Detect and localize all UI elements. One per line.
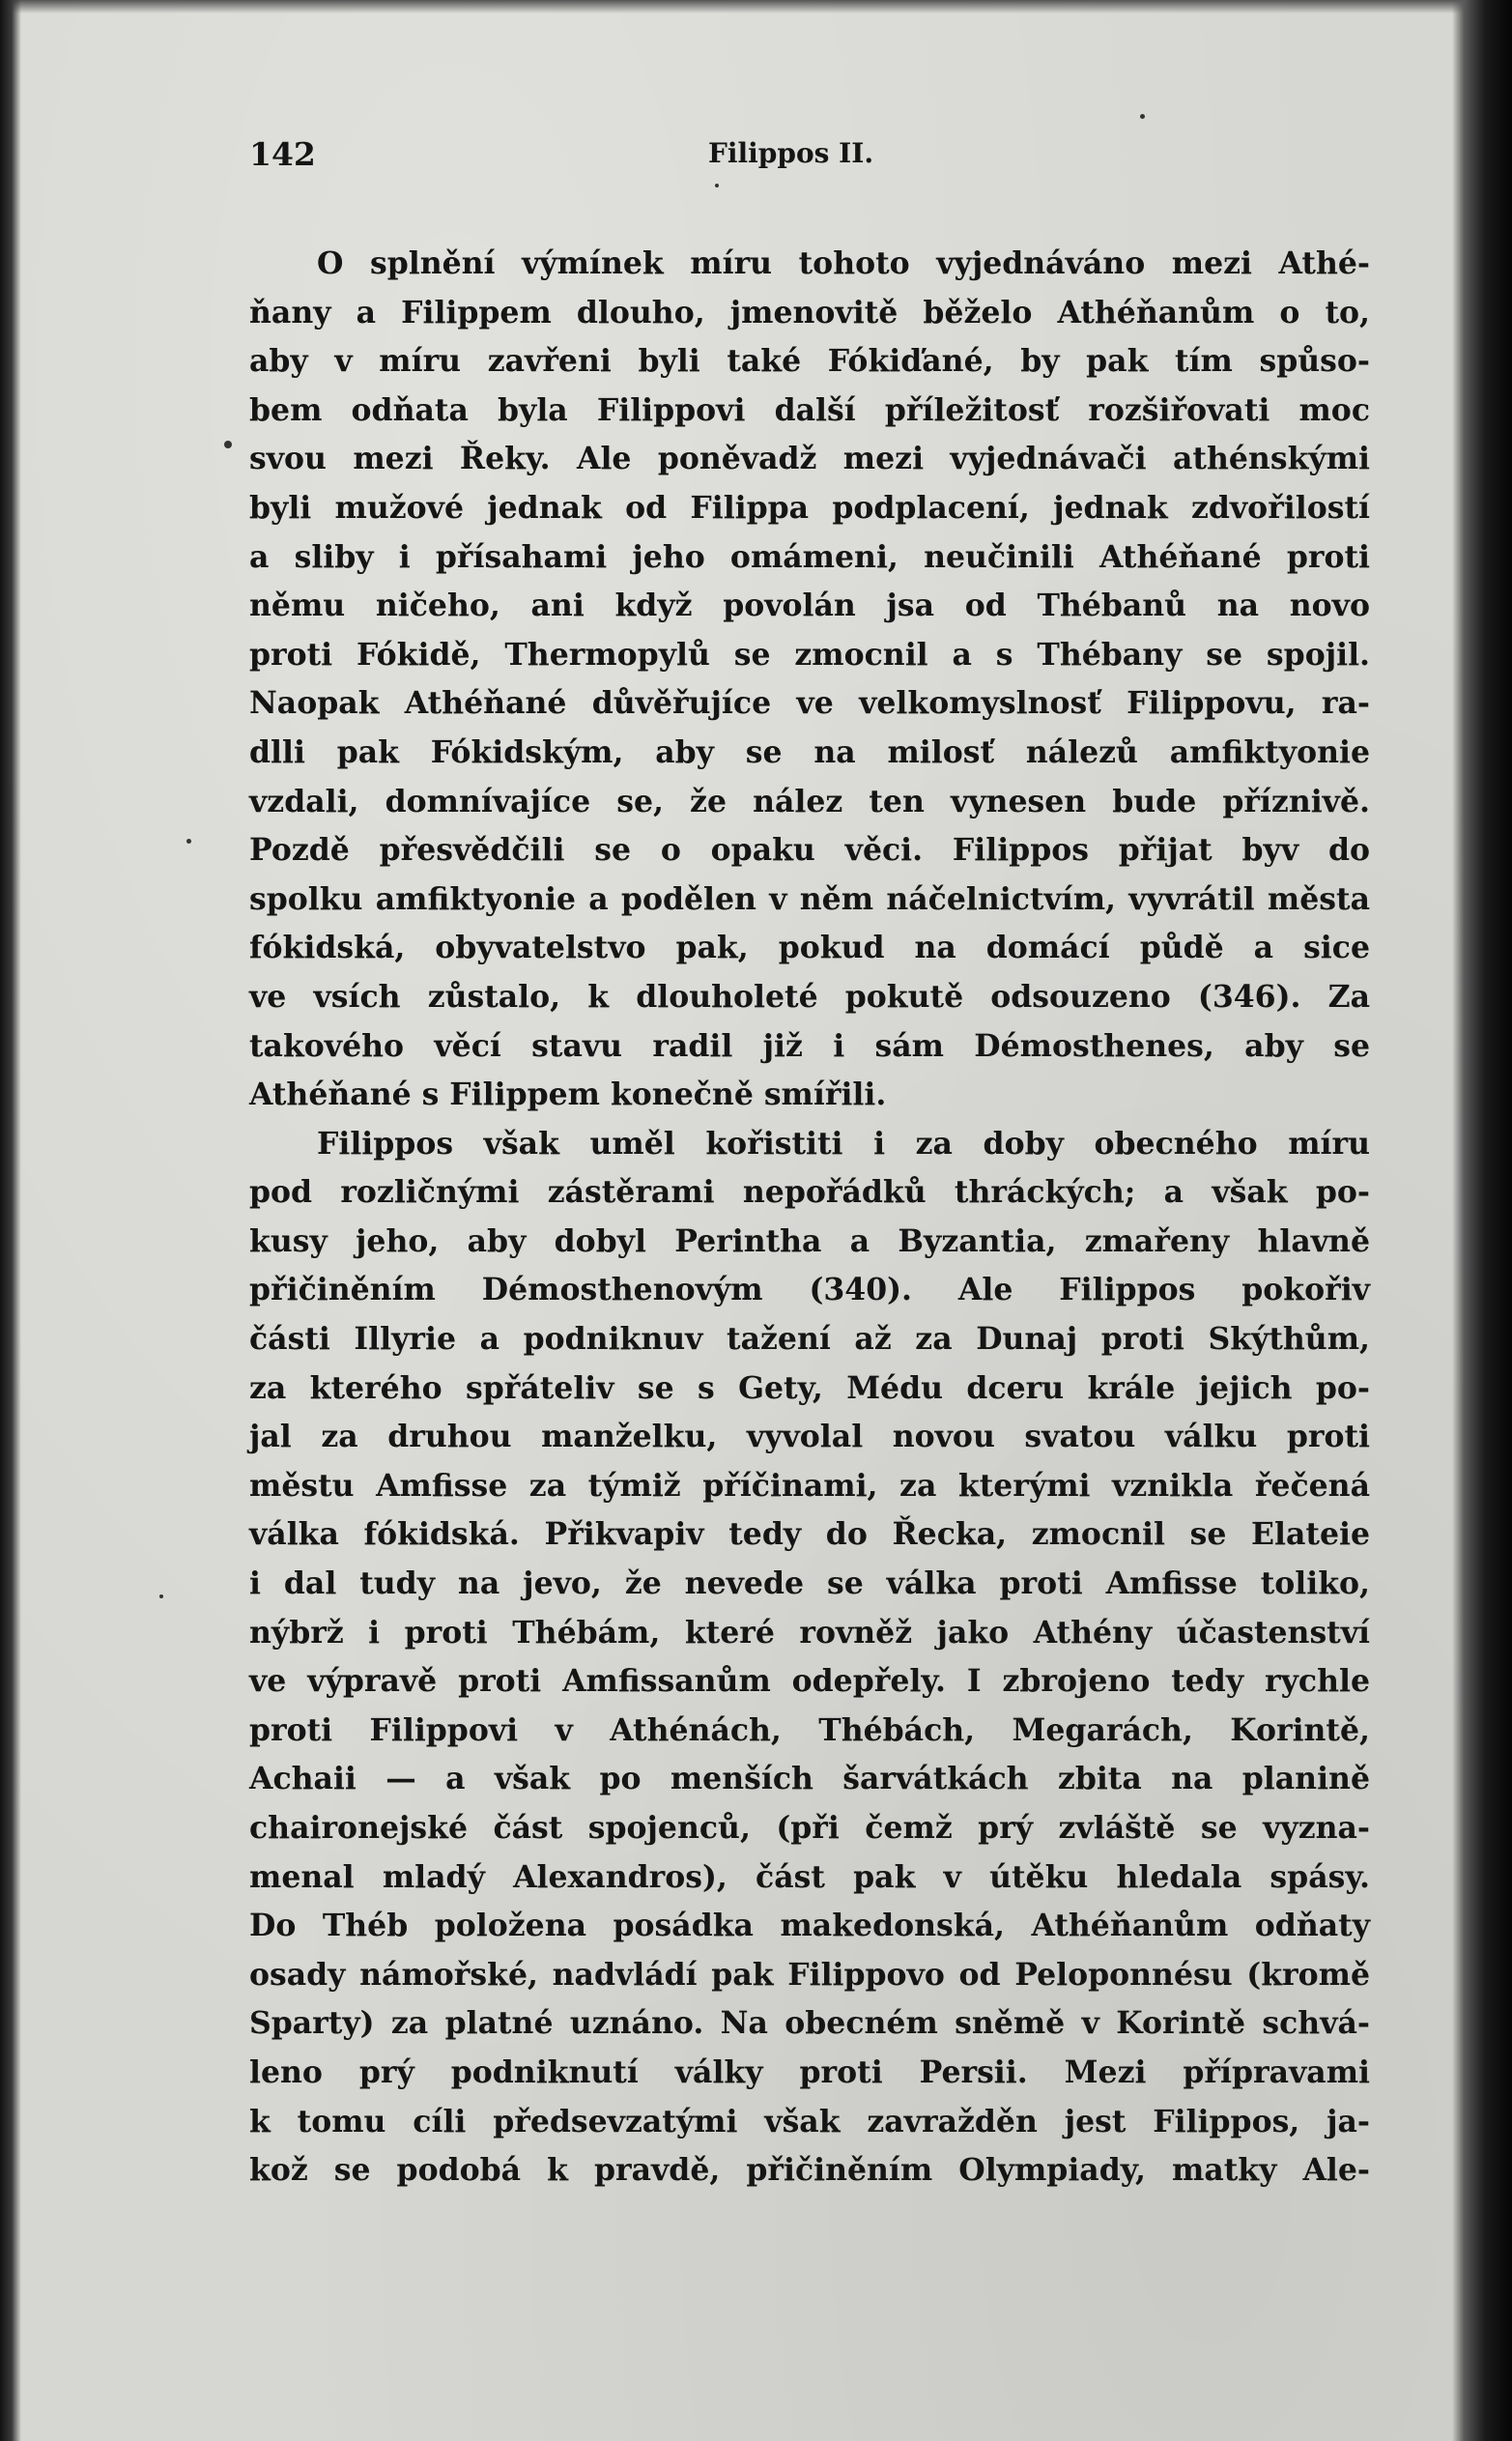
text-line: nýbrž i proti Thébám, které rovněž jako Athény účastenství bbox=[249, 1614, 1370, 1651]
text-line: ve vsích zůstalo, k dlouholeté pokutě odsouzeno (346). Za bbox=[249, 978, 1370, 1015]
paragraph-2 bbox=[249, 1120, 1370, 2196]
text-line: bem odňata byla Filippovi další příležitosť rozšiřovati moc bbox=[249, 391, 1370, 428]
ink-speck bbox=[186, 839, 191, 844]
text-line: za kterého spřáteliv se s Gety, Médu dceru krále jejich po- bbox=[249, 1369, 1370, 1406]
text-line: němu ničeho, ani když povolán jsa od Thébanů na novo bbox=[249, 588, 1370, 624]
text-line: chaironejské část spojenců, (při čemž prý zvláště se vyzna- bbox=[249, 1810, 1370, 1846]
book-page bbox=[249, 135, 1370, 2196]
text-line: spolku amfiktyonie a podělen v něm náčelnictvím, vyvrátil města bbox=[249, 880, 1370, 917]
text-line: aby v míru zavřeni byli také Fókiďané, by pak tím spůso- bbox=[249, 343, 1370, 380]
text-line: kož se podobá k pravdě, přičiněním Olympiady, matky Ale- bbox=[249, 2152, 1370, 2189]
text-line: a sliby i přísahami jeho omámeni, neučinili Athéňané proti bbox=[249, 538, 1370, 575]
text-line: svou mezi Řeky. Ale poněvadž mezi vyjednávači athénskými bbox=[249, 441, 1370, 477]
text-line: Achaii — a však po menších šarvátkách zbita na planině bbox=[249, 1761, 1370, 1797]
page-left-binding-shadow bbox=[0, 0, 21, 2441]
text-line: fókidská, obyvatelstvo pak, pokud na domácí půdě a sice bbox=[249, 930, 1370, 966]
page-number: 142 bbox=[249, 135, 316, 173]
ink-speck bbox=[1140, 114, 1145, 119]
text-line: ve výpravě proti Amfissanům odepřely. I zbrojeno tedy rychle bbox=[249, 1663, 1370, 1700]
text-line: jal za druhou manželku, vyvolal novou svatou válku proti bbox=[249, 1419, 1370, 1455]
text-line: Sparty) za platné uznáno. Na obecném sněmě v Korintě schvá- bbox=[249, 2005, 1370, 2042]
text-line: O splnění výmínek míru tohoto vyjednáváno mezi Athé- bbox=[317, 245, 1370, 281]
text-line: takového věcí stavu radil již i sám Démosthenes, aby se bbox=[249, 1027, 1370, 1064]
body-text bbox=[249, 240, 1370, 2196]
text-line: dlli pak Fókidským, aby se na milosť nálezů amfiktyonie bbox=[249, 733, 1370, 770]
text-line: přičiněním Démosthenovým (340). Ale Filippos pokořiv bbox=[249, 1272, 1370, 1308]
text-line: Do Théb položena posádka makedonská, Athéňanům odňaty bbox=[249, 1908, 1370, 1944]
text-line: Filippos však uměl kořistiti i za doby obecného míru bbox=[317, 1125, 1370, 1162]
text-line: proti Fókidě, Thermopylů se zmocnil a s Thébany se spojil. bbox=[249, 636, 1370, 673]
text-line: vzdali, domnívajíce se, že nález ten vynesen bude příznivě. bbox=[249, 783, 1370, 819]
text-line: Naopak Athéňané důvěřujíce ve velkomyslnosť Filippovu, ra- bbox=[249, 685, 1370, 722]
running-head bbox=[249, 135, 1370, 184]
text-line: leno prý podniknutí války proti Persii. Mezi přípravami bbox=[249, 2053, 1370, 2090]
page-top-shadow bbox=[0, 0, 1512, 14]
ink-speck bbox=[159, 1594, 163, 1598]
text-line: ňany a Filippem dlouho, jmenovitě běželo Athéňanům o to, bbox=[249, 294, 1370, 330]
ink-speck bbox=[224, 441, 232, 448]
text-line: Athéňané s Filippem konečně smířili. bbox=[249, 1077, 887, 1113]
text-line: k tomu cíli předsevzatými však zavražděn jest Filippos, ja- bbox=[249, 2103, 1370, 2139]
text-line: Pozdě přesvědčili se o opaku věci. Filippos přijat byv do bbox=[249, 832, 1370, 869]
running-title: Filippos II. bbox=[708, 137, 874, 169]
text-line: válka fókidská. Přikvapiv tedy do Řecka, zmocnil se Elateie bbox=[249, 1516, 1370, 1553]
text-line: menal mladý Alexandros), část pak v útěku hledala spásy. bbox=[249, 1858, 1370, 1895]
text-line: i dal tudy na jevo, že nevede se válka proti Amfisse toliko, bbox=[249, 1565, 1370, 1602]
text-line: proti Filippovi v Athénách, Thébách, Megarách, Korintě, bbox=[249, 1711, 1370, 1748]
text-line: pod rozličnými zástěrami nepořádků thráckých; a však po- bbox=[249, 1174, 1370, 1211]
page-right-edge-shadow bbox=[1452, 0, 1512, 2441]
text-line: osady námořské, nadvládí pak Filippovo od Peloponnésu (kromě bbox=[249, 1956, 1370, 1993]
paragraph-1 bbox=[249, 240, 1370, 1120]
text-line: byli mužové jednak od Filippa podplacení, jednak zdvořilostí bbox=[249, 489, 1370, 526]
text-line: městu Amfisse za týmiž příčinami, za kterými vznikla řečená bbox=[249, 1467, 1370, 1504]
text-line: části Illyrie a podniknuv tažení až za Dunaj proti Skýthům, bbox=[249, 1321, 1370, 1358]
text-line: kusy jeho, aby dobyl Perintha a Byzantia, zmařeny hlavně bbox=[249, 1222, 1370, 1259]
